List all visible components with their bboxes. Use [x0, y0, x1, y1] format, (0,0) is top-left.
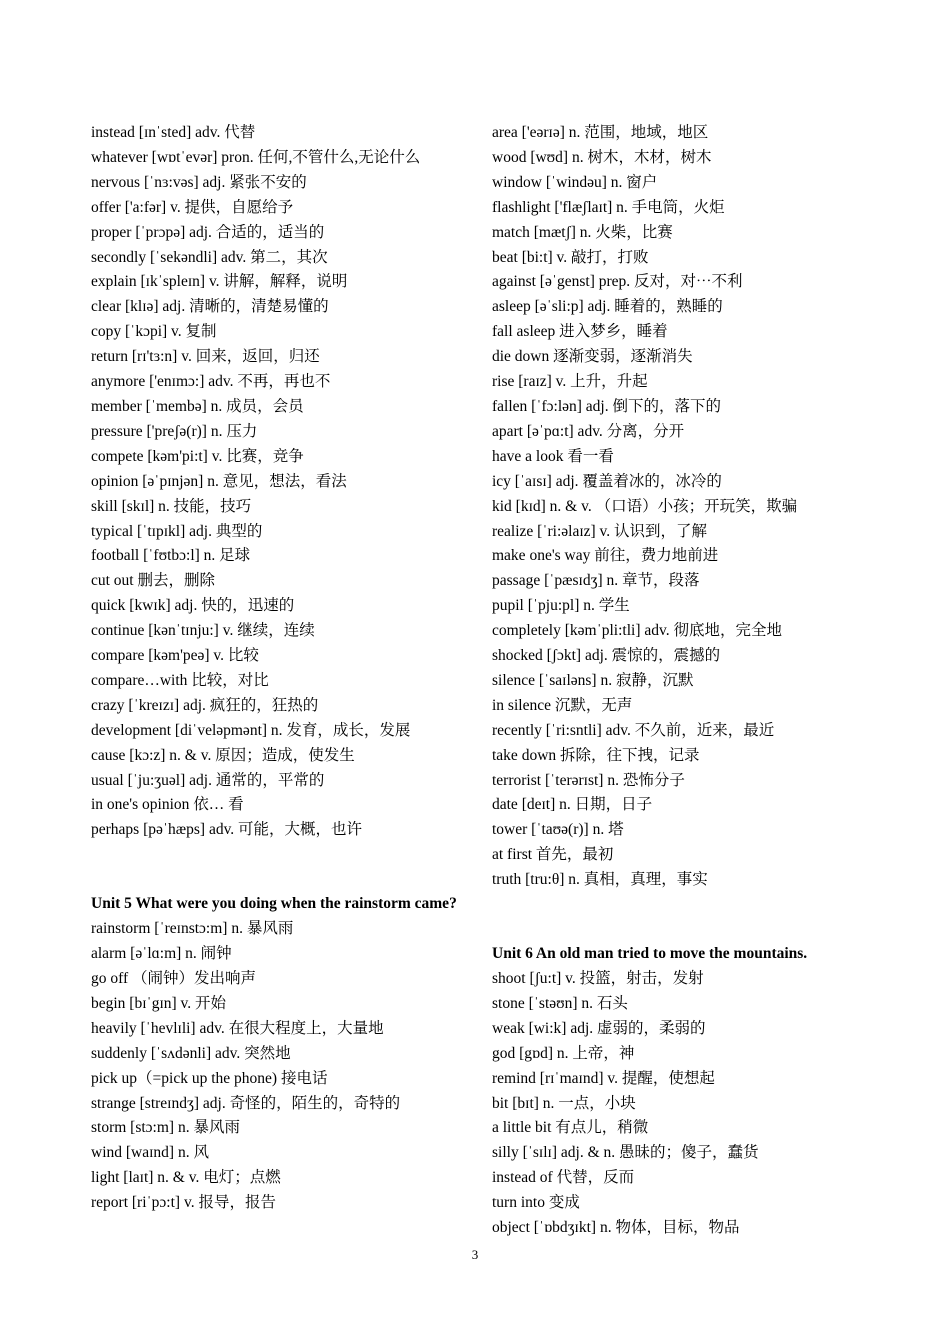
vocab-entry: flashlight ['flæʃlaɪt] n. 手电筒，火炬: [492, 198, 725, 216]
unit5-vocab-list: [91, 917, 461, 1216]
right-vocab-list: [492, 121, 862, 893]
vocab-entry: asleep [əˈsli:p] adj. 睡着的，熟睡的: [492, 298, 723, 316]
vocab-entry: wind [waɪnd] n. 风: [91, 1144, 209, 1162]
vocab-entry: perhaps [pəˈhæps] adv. 可能，大概，也许: [91, 821, 363, 839]
vocab-entry: nervous [ˈnɜ:vəs] adj. 紧张不安的: [91, 173, 307, 191]
vocab-entry: tower [ˈtaʊə(r)] n. 塔: [492, 821, 624, 839]
vocab-entry: god [gɒd] n. 上帝，神: [492, 1044, 635, 1062]
right-column: [492, 121, 862, 1241]
vocab-entry: turn into 变成: [492, 1194, 580, 1212]
vocab-entry: pupil [ˈpju:pl] n. 学生: [492, 597, 630, 615]
vocab-entry: silence [ˈsaɪləns] n. 寂静，沉默: [492, 671, 694, 689]
vocab-entry: apart [əˈpɑ:t] adv. 分离，分开: [492, 422, 685, 440]
vocab-entry: weak [wi:k] adj. 虚弱的，柔弱的: [492, 1019, 706, 1037]
vocab-entry: beat [bi:t] v. 敲打，打败: [492, 248, 649, 266]
vocab-entry: report [riˈpɔ:t] v. 报导，报告: [91, 1194, 276, 1212]
vocab-entry: begin [bɪˈgɪn] v. 开始: [91, 994, 227, 1012]
vocab-entry: typical [ˈtɪpɪkl] adj. 典型的: [91, 522, 263, 540]
vocab-entry: date [deɪt] n. 日期，日子: [492, 796, 653, 814]
vocab-entry: a little bit 有点儿，稍微: [492, 1119, 649, 1137]
vocab-entry: make one's way 前往，费力地前进: [492, 547, 719, 565]
unit5-heading: Unit 5 What were you doing when the rainstorm came?: [91, 895, 457, 913]
vocab-entry: in silence 沉默，无声: [492, 696, 633, 714]
vocab-entry: compare…with 比较，对比: [91, 671, 269, 689]
vocab-entry: suddenly [ˈsʌdənli] adv. 突然地: [91, 1044, 291, 1062]
vocab-entry: continue [kənˈtɪnju:] v. 继续，连续: [91, 622, 315, 640]
vocab-entry: opinion [əˈpɪnjən] n. 意见，想法，看法: [91, 472, 347, 490]
vocab-entry: take down 拆除，往下拽，记录: [492, 746, 700, 764]
left-vocab-list: [91, 121, 461, 843]
vocab-entry: storm [stɔ:m] n. 暴风雨: [91, 1119, 240, 1137]
vocab-entry: realize [ˈri:əlaɪz] v. 认识到，了解: [492, 522, 708, 540]
vocab-entry: bit [bɪt] n. 一点，小块: [492, 1094, 636, 1112]
unit6-heading: Unit 6 An old man tried to move the mountains.: [492, 945, 808, 963]
vocab-entry: copy [ˈkɔpi] v. 复制: [91, 323, 217, 341]
vocab-entry: recently [ˈri:sntli] adv. 不久前，近来，最近: [492, 721, 775, 739]
vocab-entry: light [laɪt] n. & v. 电灯；点燃: [91, 1169, 281, 1187]
vocab-entry: skill [skɪl] n. 技能，技巧: [91, 497, 252, 515]
vocab-entry: fallen [ˈfɔ:lən] adj. 倒下的，落下的: [492, 397, 721, 415]
vocab-entry: icy [ˈaɪsɪ] adj. 覆盖着冰的，冰冷的: [492, 472, 722, 490]
vocab-entry: secondly [ˈsekəndli] adv. 第二，其次: [91, 248, 328, 266]
vocab-entry: rainstorm [ˈreɪnstɔ:m] n. 暴风雨: [91, 920, 294, 938]
vocab-entry: go off （闹钟）发出响声: [91, 970, 257, 987]
vocab-entry: cause [kɔ:z] n. & v. 原因；造成，使发生: [91, 746, 355, 764]
vocab-entry: return [rɪ'tɜ:n] v. 回来，返回，归还: [91, 348, 320, 366]
left-column: [91, 121, 461, 1216]
vocab-entry: offer ['a:fər] v. 提供，自愿给予: [91, 198, 294, 216]
vocab-entry: passage [ˈpæsɪdʒ] n. 章节，段落: [492, 572, 700, 590]
vocab-entry: silly [ˈsɪlɪ] adj. & n. 愚昧的；傻子，蠢货: [492, 1144, 759, 1162]
vocab-entry: shocked [ʃɔkt] adj. 震惊的，震撼的: [492, 647, 721, 665]
unit6-vocab-list: [492, 967, 862, 1241]
vocab-entry: stone [ˈstəʊn] n. 石头: [492, 994, 628, 1012]
vocab-entry: football [ˈfʊtbɔ:l] n. 足球: [91, 547, 251, 565]
vocab-entry: alarm [əˈlɑ:m] n. 闹钟: [91, 945, 232, 963]
vocab-entry: pick up（=pick up the phone) 接电话: [91, 1069, 328, 1087]
vocab-entry: development [diˈveləpmənt] n. 发育，成长，发展: [91, 721, 411, 739]
vocab-entry: member [ˈmembə] n. 成员，会员: [91, 397, 304, 415]
vocab-entry: shoot [ʃu:t] v. 投篮，射击，发射: [492, 970, 704, 987]
vocab-entry: at first 首先，最初: [492, 846, 614, 864]
vocab-entry: match [mætʃ] n. 火柴，比赛: [492, 223, 673, 241]
vocab-entry: terrorist [ˈterərɪst] n. 恐怖分子: [492, 771, 685, 789]
vocab-entry: heavily [ˈhevlɪli] adv. 在很大程度上，大量地: [91, 1019, 384, 1037]
vocab-entry: wood [wʊd] n. 树木，木材，树木: [492, 148, 712, 166]
vocab-entry: instead of 代替，反而: [492, 1169, 635, 1187]
vocab-entry: kid [kɪd] n. & v. （口语）小孩；开玩笑，欺骗: [492, 497, 798, 515]
page-number: 3: [471, 1247, 479, 1262]
vocab-entry: die down 逐渐变弱，逐渐消失: [492, 348, 693, 366]
vocab-entry: proper [ˈprɔpə] adj. 合适的，适当的: [91, 223, 325, 241]
vocab-entry: pressure ['preʃə(r)] n. 压力: [91, 422, 258, 440]
vocab-entry: explain [ɪkˈspleɪn] v. 讲解，解释，说明: [91, 273, 348, 291]
vocab-entry: area ['eərɪə] n. 范围，地域，地区: [492, 124, 709, 141]
vocab-entry: fall asleep 进入梦乡，睡着: [492, 323, 668, 341]
vocab-entry: usual [ˈju:ʒuəl] adj. 通常的，平常的: [91, 771, 325, 789]
vocab-entry: rise [raɪz] v. 上升，升起: [492, 373, 648, 391]
vocab-entry: have a look 看一看: [492, 447, 614, 465]
vocab-entry: compare [kəm'peə] v. 比较: [91, 647, 259, 665]
vocab-entry: compete [kəm'pi:t] v. 比赛，竞争: [91, 447, 304, 465]
vocab-entry: crazy [ˈkreɪzɪ] adj. 疯狂的，狂热的: [91, 696, 319, 714]
vocab-entry: truth [tru:θ] n. 真相，真理，事实: [492, 871, 708, 889]
vocab-entry: against [əˈgenst] prep. 反对，对⋯不利: [492, 273, 743, 291]
vocab-entry: instead [ɪnˈsted] adv. 代替: [91, 124, 256, 141]
vocab-entry: whatever [wɒtˈevər] pron. 任何,不管什么,无论什么: [91, 148, 421, 166]
vocab-entry: quick [kwɪk] adj. 快的，迅速的: [91, 597, 295, 615]
vocab-entry: clear [klɪə] adj. 清晰的，清楚易懂的: [91, 298, 329, 316]
vocab-entry: strange [streɪndʒ] adj. 奇怪的，陌生的，奇特的: [91, 1094, 401, 1112]
vocab-entry: object [ˈɒbdʒɪkt] n. 物体，目标，物品: [492, 1219, 740, 1237]
vocab-entry: window [ˈwindəu] n. 窗户: [492, 173, 658, 191]
vocab-entry: remind [rɪˈmaɪnd] v. 提醒，使想起: [492, 1069, 715, 1087]
vocab-entry: anymore ['enɪmɔ:] adv. 不再，再也不: [91, 373, 331, 391]
vocab-entry: cut out 删去，删除: [91, 572, 215, 590]
vocab-entry: in one's opinion 依… 看: [91, 796, 244, 814]
vocab-entry: completely [kəmˈpli:tli] adv. 彻底地，完全地: [492, 622, 782, 640]
